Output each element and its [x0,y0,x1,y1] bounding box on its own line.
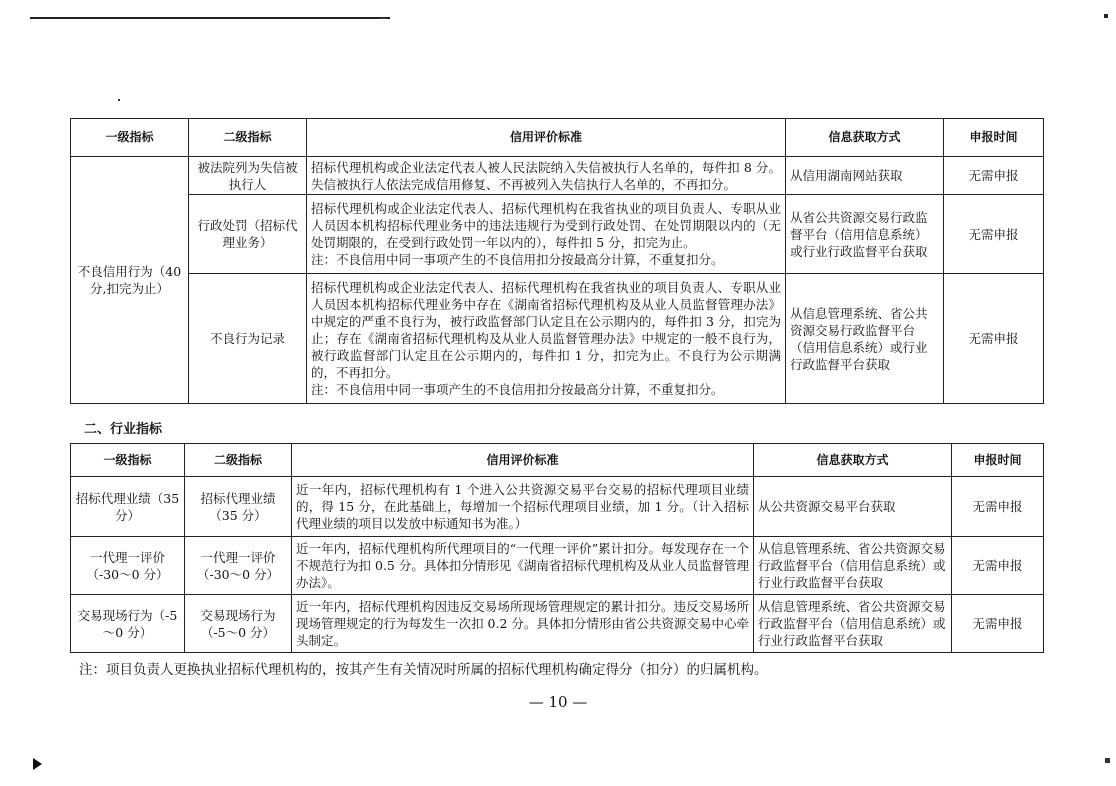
header-cell: 一级指标 [71,444,185,477]
scan-mark [1104,14,1108,18]
scan-corner-mark [1105,758,1110,763]
industry-indicator-table [70,443,1044,653]
header-cell: 一级指标 [71,119,189,157]
info-source: 从公共资源交易平台获取 [754,477,952,537]
report-time: 无需申报 [952,537,1044,595]
credit-standard [307,157,786,195]
info-source: 从省公共资源交易行政监督平台（信用信息系统）或行业行政监督平台获取 [786,195,944,274]
header-cell: 信息获取方式 [786,119,944,157]
credit-behavior-table [70,118,1044,404]
table-row [71,595,1044,653]
table-row [71,195,1044,274]
info-source: 从信息管理系统、省公共资源交易行政监督平台（信用信息系统）或行业行政监督平台获取 [754,595,952,653]
credit-standard [307,274,786,404]
standard-note: 注：不良信用中同一事项产生的不良信用扣分按最高分计算，不重复扣分。 [311,382,724,397]
header-cell: 信用评价标准 [307,119,786,157]
table-header-row [71,119,1044,157]
scan-corner-mark [33,758,42,770]
header-cell: 信用评价标准 [292,444,754,477]
scan-mark [380,18,386,19]
standard-text: 招标代理机构或企业法定代表人被人民法院纳入失信被执行人名单的，每件扣 8 分。失信被执行人依法完成信用修复、不再被列入失信执行人名单的，不再扣分。 [311,159,781,192]
table-row [71,274,1044,404]
primary-indicator: 一代理一评价（-30～0 分） [71,537,185,595]
table-row [71,477,1044,537]
header-cell: 申报时间 [944,119,1044,157]
secondary-indicator: 行政处罚（招标代理业务） [189,195,307,274]
secondary-indicator: 交易现场行为（-5～0 分） [185,595,292,653]
primary-indicator: 招标代理业绩（35 分） [71,477,185,537]
standard-note: 注：不良信用中同一事项产生的不良信用扣分按最高分计算，不重复扣分。 [311,252,724,267]
standard-text: 招标代理机构或企业法定代表人、招标代理机构在我省执业的项目负责人、专职从业人员因本机构招标代理业务中的违法违规行为受到行政处罚、在处罚期限以内的（无处罚期限的，在受到行政处罚一年以内的），每件扣 5 分，扣完为止。 [311,201,781,250]
header-cell: 申报时间 [952,444,1044,477]
standard-text: 招标代理机构或企业法定代表人、招标代理机构在我省执业的项目负责人、专职从业人员因本机构招标代理业务中存在《湖南省招标代理机构及从业人员监督管理办法》中规定的严重不良行为，被行政监督部门认定且在公示期内的，每件扣 3 分，扣完为止；存在《湖南省招标代理机构及从业人员监督管理办法》中规定的一般不良行为，被行政监督部门认定且在公示期内的，每件扣 1 分，扣完为止。不良行为公示期满的，不再扣分。 [311,280,781,380]
footnote: 注：项目负责人更换执业招标代理机构的，按其产生有关情况时所属的招标代理机构确定得分（扣分）的归属机构。 [79,662,768,678]
table-row [71,537,1044,595]
secondary-indicator: 一代理一评价（-30～0 分） [185,537,292,595]
secondary-indicator: 不良行为记录 [189,274,307,404]
credit-standard: 近一年内，招标代理机构所代理项目的“一代理一评价”累计扣分。每发现存在一个不规范行为扣 0.5 分。具体扣分情形见《湖南省招标代理机构及从业人员监督管理办法》。 [292,537,754,595]
info-source: 从信息管理系统、省公共资源交易行政监督平台（信用信息系统）或行业行政监督平台获取 [754,537,952,595]
table-row [71,157,1044,195]
report-time: 无需申报 [952,477,1044,537]
secondary-indicator: 被法院列为失信被执行人 [189,157,307,195]
primary-indicator: 不良信用行为（40分,扣完为止） [71,157,189,404]
scan-top-line [30,17,390,19]
scan-mark [118,99,120,101]
report-time: 无需申报 [944,195,1044,274]
info-source: 从信息管理系统、省公共资源交易行政监督平台（信用信息系统）或行业行政监督平台获取 [786,274,944,404]
secondary-indicator: 招标代理业绩（35 分） [185,477,292,537]
credit-standard: 近一年内，招标代理机构有 1 个进入公共资源交易平台交易的招标代理项目业绩的，得 15 分，在此基础上，每增加一个招标代理项目业绩，加 1 分。（计入招标代理业绩的项目以发放中标通知书为准。） [292,477,754,537]
credit-standard: 近一年内，招标代理机构因违反交易场所现场管理规定的累计扣分。违反交易场所现场管理规定的行为每发生一次扣 0.2 分。具体扣分情形由省公共资源交易中心牵头制定。 [292,595,754,653]
report-time: 无需申报 [952,595,1044,653]
info-source: 从信用湖南网站获取 [786,157,944,195]
page-number: — 10 — [528,693,588,711]
report-time: 无需申报 [944,157,1044,195]
header-cell: 二级指标 [185,444,292,477]
table-header-row [71,444,1044,477]
report-time: 无需申报 [944,274,1044,404]
credit-standard [307,195,786,274]
header-cell: 二级指标 [189,119,307,157]
primary-indicator: 交易现场行为（-5～0 分） [71,595,185,653]
section-title: 二、行业指标 [84,422,163,437]
header-cell: 信息获取方式 [754,444,952,477]
